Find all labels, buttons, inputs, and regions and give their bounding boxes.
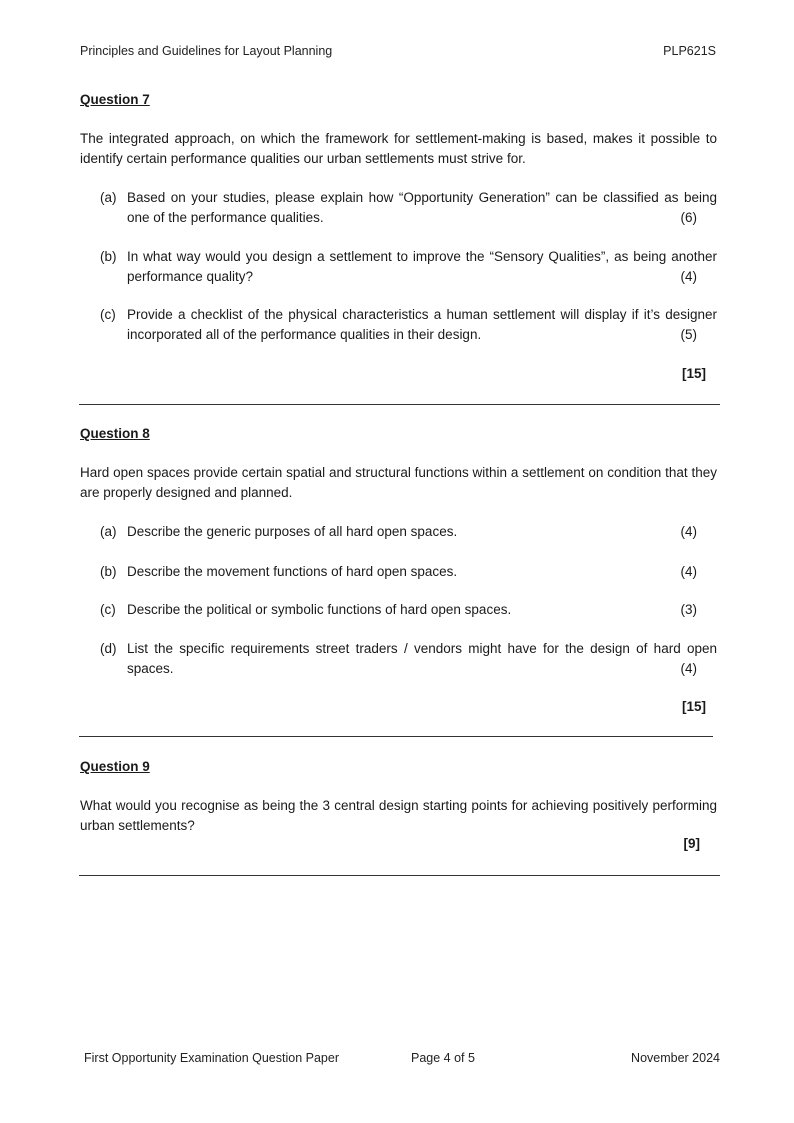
footer-page-number: Page 4 of 5 [411, 1051, 475, 1065]
footer-date: November 2024 [631, 1051, 720, 1065]
question-8-title: Question 8 [80, 426, 150, 441]
question-7c [100, 305, 717, 345]
item-label: (c) [100, 602, 116, 617]
question-7-intro: The integrated approach, on which the framework for settlement-making is based, makes it possible to identify certain performance qualities our urban settlements must strive for. [80, 131, 717, 166]
item-marks: (4) [680, 661, 697, 676]
item-marks: (5) [680, 327, 697, 342]
footer-exam-title: First Opportunity Examination Question Paper [84, 1051, 339, 1065]
question-8a [100, 522, 717, 542]
question-9-title: Question 9 [80, 759, 150, 774]
item-label: (a) [100, 190, 117, 205]
question-8-total: [15] [681, 699, 706, 714]
question-8c [100, 600, 717, 620]
item-text: Based on your studies, please explain how “Opportunity Generation” can be classified as being one of the performance qualities. [127, 190, 717, 225]
item-text: In what way would you design a settlement to improve the “Sensory Qualities”, as being another performance quality? [127, 249, 717, 284]
item-text: List the specific requirements street traders / vendors might have for the design of hard open spaces. [127, 641, 717, 676]
question-9-intro: What would you recognise as being the 3 central design starting points for achieving positively performing urban settlements? [80, 798, 717, 833]
item-label: (a) [100, 524, 117, 539]
item-label: (b) [100, 249, 117, 264]
item-text: Describe the generic purposes of all hard open spaces. [127, 524, 458, 539]
item-label: (c) [100, 307, 116, 322]
item-text: Describe the political or symbolic functions of hard open spaces. [127, 602, 512, 617]
item-text: Describe the movement functions of hard open spaces. [127, 564, 458, 579]
item-marks: (6) [680, 210, 697, 225]
question-8d [100, 639, 717, 679]
question-7-title: Question 7 [80, 92, 150, 107]
course-code: PLP621S [663, 44, 716, 58]
divider [79, 404, 720, 405]
divider [79, 736, 713, 737]
question-8-intro: Hard open spaces provide certain spatial and structural functions within a settlement on condition that they are properly designed and planned. [80, 465, 717, 500]
item-label: (d) [100, 641, 117, 656]
question-9-total: [9] [683, 836, 700, 851]
question-8b [100, 562, 717, 582]
item-text: Provide a checklist of the physical characteristics a human settlement will display if it’s designer incorporated all of the performance qualities in their design. [127, 307, 717, 342]
item-marks: (4) [680, 524, 697, 539]
header-title: Principles and Guidelines for Layout Planning [80, 44, 333, 58]
item-label: (b) [100, 564, 117, 579]
item-marks: (3) [680, 602, 697, 617]
question-7b [100, 247, 717, 287]
question-7-total: [15] [681, 366, 706, 381]
item-marks: (4) [680, 269, 697, 284]
item-marks: (4) [680, 564, 697, 579]
divider [79, 875, 720, 876]
question-7a [100, 188, 717, 228]
